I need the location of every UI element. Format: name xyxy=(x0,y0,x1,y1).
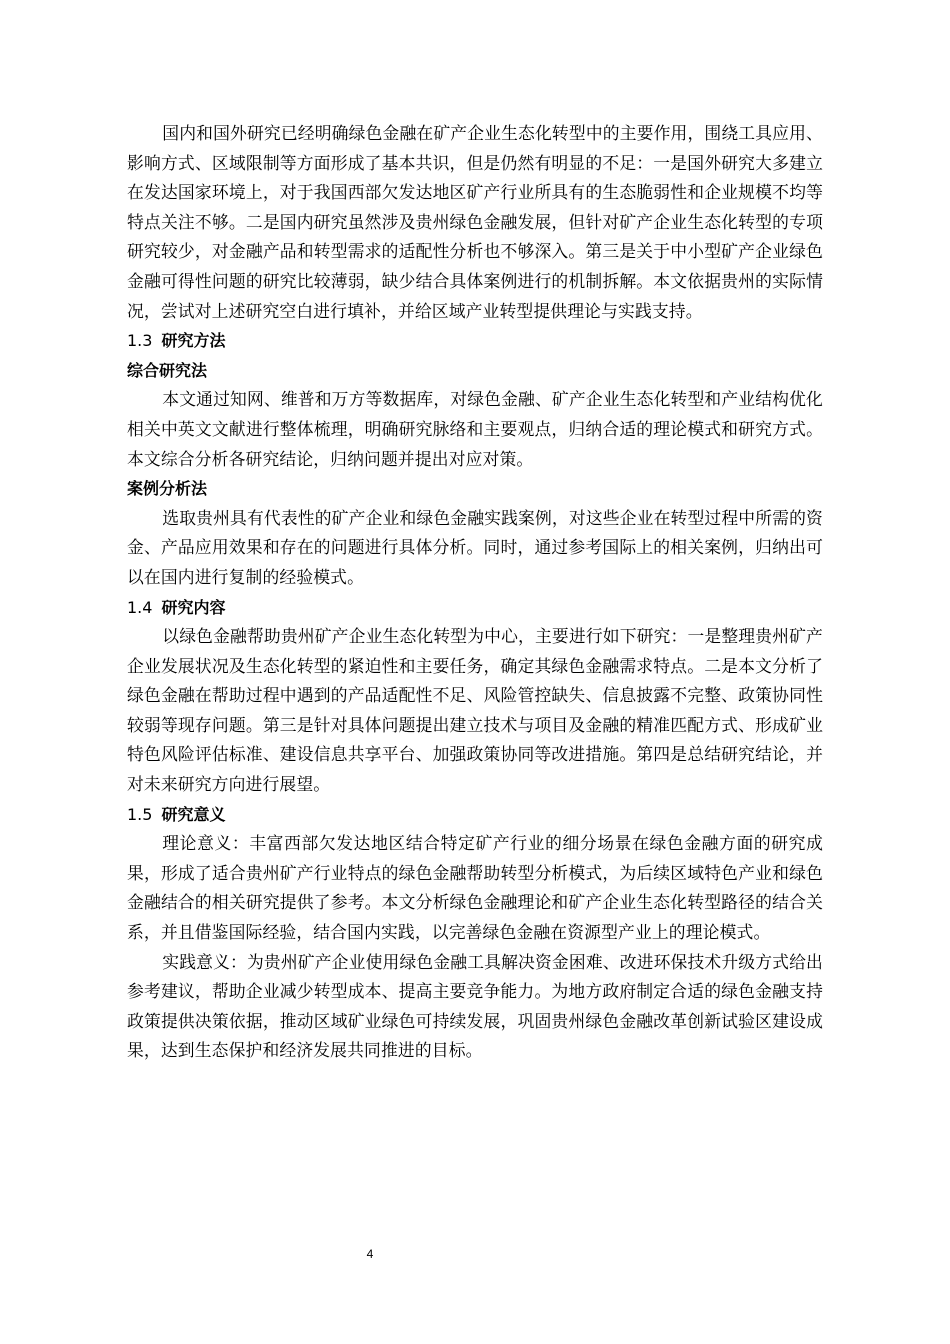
comprehensive-research-paragraph: 本文通过知网、维普和万方等数据库，对绿色金融、矿产企业生态化转型和产业结构优化相关中英文文献进行整体梳理，明确研究脉络和主要观点，归纳合适的理论模式和研究方式。本文综合分析各研究结论，归纳问题并提出对应对策。 xyxy=(127,389,823,469)
page-number: 4 xyxy=(366,1247,374,1261)
case-analysis-paragraph: 选取贵州具有代表性的矿产企业和绿色金融实践案例，对这些企业在转型过程中所需的资金、产品应用效果和存在的问题进行具体分析。同时，通过参考国际上的相关案例，归纳出可以在国内进行复制的经验模式。 xyxy=(127,507,823,587)
section-heading-1-5 xyxy=(127,800,823,830)
research-content-paragraph: 以绿色金融帮助贵州矿产企业生态化转型为中心，主要进行如下研究：一是整理贵州矿产企业发展状况及生态化转型的紧迫性和主要任务，确定其绿色金融需求特点。二是本文分析了绿色金融在帮助过程中遇到的产品适配性不足、风险管控缺失、信息披露不完整、政策协同性较弱等现存问题。第三是针对具体问题提出建立技术与项目及金融的精准匹配方式、形成矿业特色风险评估标准、建设信息共享平台、加强政策协同等改进措施。第四是总结研究结论，并对未来研究方向进行展望。 xyxy=(127,626,823,795)
section-title: 研究内容 xyxy=(161,597,226,617)
theory-significance-paragraph: 理论意义：丰富西部欠发达地区结合特定矿产行业的细分场景在绿色金融方面的研究成果，形成了适合贵州矿产行业特点的绿色金融帮助转型分析模式，为后续区域特色产业和绿色金融结合的相关研究提供了参考。本文分析绿色金融理论和矿产企业生态化转型路径的结合关系，并且借鉴国际经验，结合国内实践，以完善绿色金融在资源型产业上的理论模式。 xyxy=(127,833,823,943)
section-title: 研究方法 xyxy=(161,331,226,351)
section-heading-1-3 xyxy=(127,326,823,356)
document-body xyxy=(127,119,823,1066)
section-number: 1.5 xyxy=(127,804,153,824)
intro-paragraph: 国内和国外研究已经明确绿色金融在矿产企业生态化转型中的主要作用，围绕工具应用、影响方式、区域限制等方面形成了基本共识，但是仍然有明显的不足：一是国外研究大多建立在发达国家环境上，对于我国西部欠发达地区矿产行业所具有的生态脆弱性和企业规模不均等特点关注不够。二是国内研究虽然涉及贵州绿色金融发展，但针对矿产企业生态化转型的专项研究较少，对金融产品和转型需求的适配性分析也不够深入。第三是关于中小型矿产企业绿色金融可得性问题的研究比较薄弱，缺少结合具体案例进行的机制拆解。本文依据贵州的实际情况，尝试对上述研究空白进行填补，并给区域产业转型提供理论与实践支持。 xyxy=(127,123,823,321)
subsection-heading-case-analysis: 案例分析法 xyxy=(127,479,208,499)
subsection-heading-comprehensive-research: 综合研究法 xyxy=(127,360,208,380)
practice-significance-paragraph: 实践意义：为贵州矿产企业使用绿色金融工具解决资金困难、改进环保技术升级方式给出参考建议，帮助企业减少转型成本、提高主要竞争能力。为地方政府制定合适的绿色金融支持政策提供决策依据，推动区域矿业绿色可持续发展，巩固贵州绿色金融改革创新试验区建设成果，达到生态保护和经济发展共同推进的目标。 xyxy=(127,951,823,1061)
section-number: 1.4 xyxy=(127,597,153,617)
section-title: 研究意义 xyxy=(161,804,226,824)
section-heading-1-4 xyxy=(127,593,823,623)
section-number: 1.3 xyxy=(127,331,153,351)
